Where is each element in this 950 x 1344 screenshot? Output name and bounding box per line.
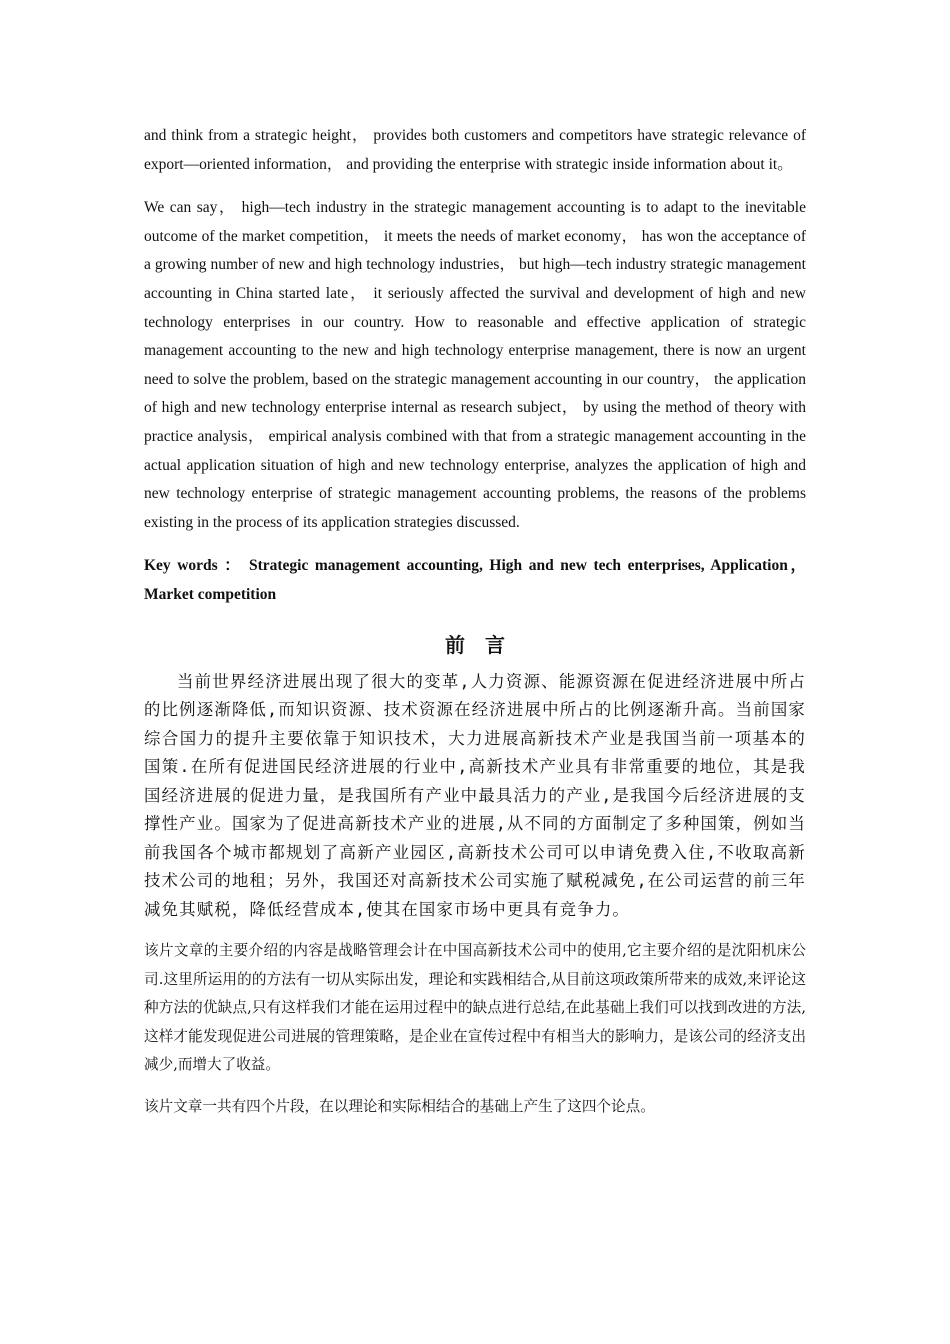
preface-paragraph-1: 当前世界经济进展出现了很大的变革,人力资源、能源资源在促进经济进展中所占的比例逐渐降低,而知识资源、技术资源在经济进展中所占的比例逐渐升高。当前国家综合国力的提升主要依靠于知识技术，大力进展高新技术产业是我国当前一项基本的国策.在所有促进国民经济进展的行业中,高新技术产业具有非常重要的地位，其是我国经济进展的促进力量，是我国所有产业中最具活力的产业,是我国今后经济进展的支撑性产业。国家为了促进高新技术产业的进展,从不同的方面制定了多种国策，例如当前我国各个城市都规划了高新产业园区,高新技术公司可以申请免费入住,不收取高新技术公司的地租；另外，我国还对高新技术公司实施了赋税减免,在公司运营的前三年减免其赋税，降低经营成本,使其在国家市场中更具有竞争力。: [144, 671, 806, 919]
preface-paragraph-2: 该片文章的主要介绍的内容是战略管理会计在中国高新技术公司中的使用,它主要介绍的是沈阳机床公司.这里所运用的的方法有一切从实际出发，理论和实践相结合,从目前这项政策所带来的成效,来评论这种方法的优缺点,只有这样我们才能在运用过程中的缺点进行总结,在此基础上我们可以找到改进的方法,这样才能发现促进公司进展的管理策略，是企业在宣传过程中有相当大的影响力，是该公司的经济支出减少,而增大了收益。: [144, 942, 806, 1074]
preface-heading: 前言: [445, 632, 525, 657]
preface-paragraph-3: 该片文章一共有四个片段，在以理论和实际相结合的基础上产生了这四个论点。: [144, 1097, 655, 1115]
abstract-paragraph-2: We can say， high—tech industry in the strategic management accounting is to adapt to the inevitable outcome of the market competition， it meets the needs of market economy， has won the acceptance of a growing number of new and high technology industries， but high—tech industry strategic management accounting in China started late， it seriously affected the survival and development of high and new technology enterprises in our country. How to reasonable and effective application of strategic management accounting to the new and high technology enterprise management, there is now an urgent need to solve the problem, based on the strategic management accounting in our country， the application of high and new technology enterprise internal as research subject， by using the method of theory with practice analysis， empirical analysis combined with that from a strategic management accounting in the actual application situation of high and new technology enterprise, analyzes the application of high and new technology enterprise of strategic management accounting problems, the reasons of the problems existing in the process of its application strategies discussed.: [144, 199, 806, 531]
abstract-paragraph-1: and think from a strategic height， provides both customers and competitors have strategic relevance of export—oriented information， and providing the enterprise with strategic inside information about it。: [144, 127, 806, 173]
document-page: [144, 122, 806, 1122]
keywords-line: Key words ： Strategic management accounting, High and new tech enterprises, Application， Market competition: [144, 557, 806, 603]
